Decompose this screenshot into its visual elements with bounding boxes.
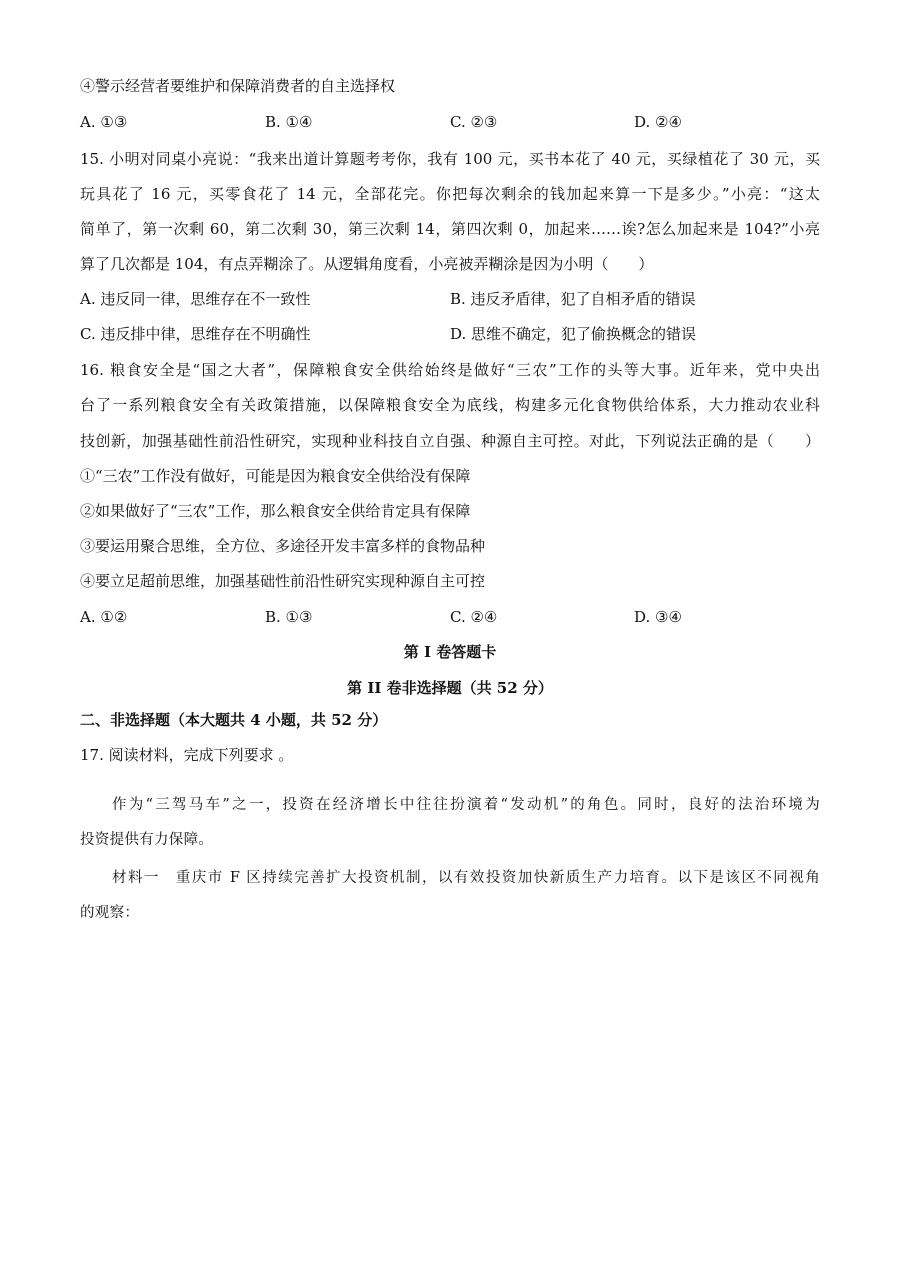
q16-option-b: B. ①③ [265,608,313,626]
q16-item: ②如果做好了“三农”工作，那么粮食安全供给肯定具有保障 [80,502,471,520]
answer-card-heading: 第 I 卷答题卡 [403,643,497,661]
q16-line: 台了一系列粮食安全有关政策措施，以保障粮食安全为底线，构建多元化食物供给体系，大力推动农业科 [80,396,820,414]
q16-item: ③要运用聚合思维，全方位、多途径开发丰富多样的食物品种 [80,537,486,555]
q15-option-a: A. 违反同一律，思维存在不一致性 [80,290,311,308]
q15-line: 算了几次都是 104，有点弄糊涂了。从逻辑角度看，小亮被弄糊涂是因为小明（ ） [80,255,654,273]
q15-option-b: B. 违反矛盾律，犯了自相矛盾的错误 [450,290,696,308]
q16-option-d: D. ③④ [634,608,682,626]
q16-item: ④要立足超前思维，加强基础性前沿性研究实现种源自主可控 [80,572,486,590]
q16-line: 技创新，加强基础性前沿性研究，实现种业科技自立自强、种源自主可控。对此，下列说法正确的是（ ） [80,432,820,450]
q16-option-a: A. ①② [80,608,128,626]
q17-material-line: 的观察： [80,905,140,921]
q14-option-b: B. ①④ [265,113,313,131]
q16-line: 16. 粮食安全是“国之大者”，保障粮食安全供给始终是做好“三农”工作的头等大事。近年来，党中央出 [80,361,820,379]
section-heading: 二、非选择题（本大题共 4 小题，共 52 分） [80,711,388,729]
q14-item-4: ④警示经营者要维护和保障消费者的自主选择权 [80,77,396,95]
q16-option-c: C. ②④ [450,608,498,626]
q15-option-d: D. 思维不确定，犯了偷换概念的错误 [450,325,697,343]
q16-item: ①“三农”工作没有做好，可能是因为粮食安全供给没有保障 [80,467,471,485]
q15-line: 15. 小明对同桌小亮说：“我来出道计算题考考你，我有 100 元，买书本花了 40 元，买绿植花了 30 元，买 [80,150,820,168]
q14-option-a: A. ①③ [80,113,128,131]
q15-line: 玩具花了 16 元，买零食花了 14 元，全部花完。你把每次剩余的钱加起来算一下是多少。”小亮：“这太 [80,185,820,203]
q17-material-line: 材料一 重庆市 F 区持续完善扩大投资机制，以有效投资加快新质生产力培育。以下是该区不同视角 [112,870,820,886]
q15-option-c: C. 违反排中律，思维存在不明确性 [80,325,311,343]
q17-prompt: 17. 阅读材料，完成下列要求 。 [80,746,294,764]
q17-material-line: 投资提供有力保障。 [80,832,214,848]
q14-option-c: C. ②③ [450,113,498,131]
part-2-heading: 第 II 卷非选择题（共 52 分） [347,679,553,697]
q15-line: 简单了，第一次剩 60，第二次剩 30，第三次剩 14，第四次剩 0，加起来……诶?怎么加起来是 104?”小亮 [80,220,820,238]
q14-option-d: D. ②④ [634,113,682,131]
q17-material-line: 作为“三驾马车”之一，投资在经济增长中往往扮演着“发动机”的角色。同时，良好的法治环境为 [112,797,820,813]
